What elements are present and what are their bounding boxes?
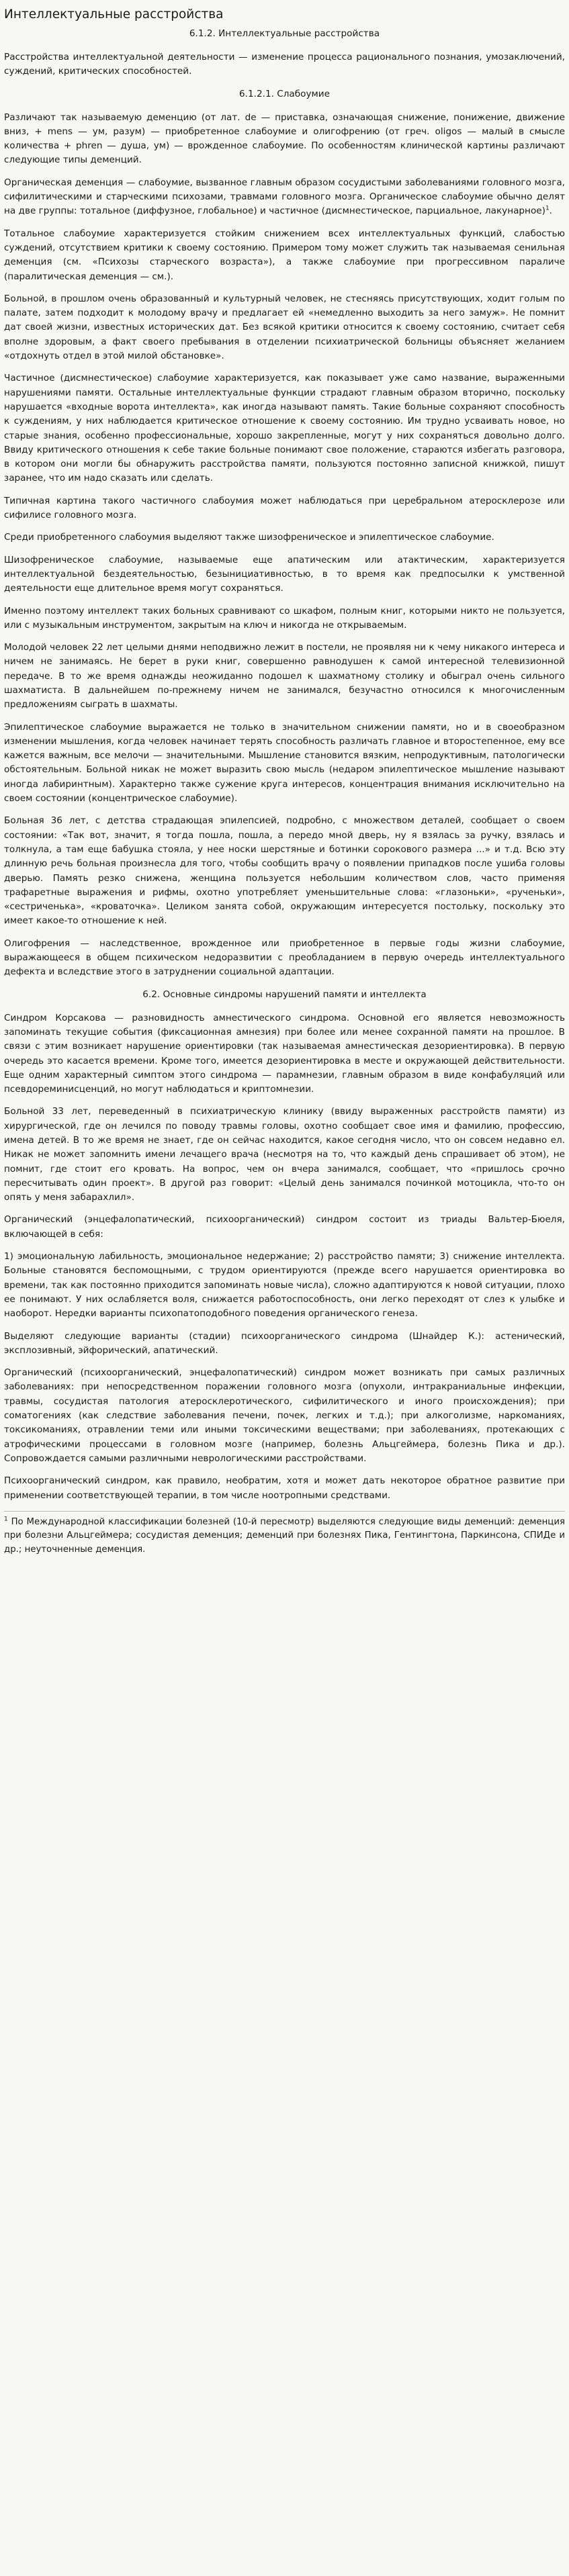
footnote-ref[interactable]: 1 [545, 205, 550, 212]
document-body [4, 27, 565, 1557]
paragraph-intro: Расстройства интеллектуальной деятельности — изменение процесса рационального познания, умозаключений, суждений, критических способностей. [4, 52, 565, 77]
paragraph-case-1: Больной, в прошлом очень образованный и культурный человек, не стесняясь присутствующих, ходит голым по палате, затем подходит к молодому врачу и предлагает ей «немедленно выходить за него замуж». Не помнит дат своей жизни, известных исторических дат. Без всякой критики относится к своему состоянию, считает себя вполне здоровым, а факт своего пребывания в отделении психиатрической больницы объясняет желанием «отдохнуть отдел в этой милой обстановке». [4, 293, 565, 362]
section-heading-memory-syndromes: 6.2. Основные синдромы нарушений памяти и интеллекта [142, 988, 427, 1000]
paragraph-partial-dementia: Частичное (дисмнестическое) слабоумие характеризуется, как показывает уже само название, выраженными нарушениями памяти. Остальные интеллектуальные функции страдают главным образом вторично, поскольку нарушается «входные ворота интеллекта», как иногда называют память. Такие больные сохраняют способность к суждениям, у них наблюдается критическое отношение к своему состоянию. Им трудно усваивать новое, но старые знания, особенно профессиональные, хорошо закрепленные, могут у них сохраняться довольно долго. Ввиду критического отношения к себе такие больные понимают свое положение, стараются избегать разговора, в котором они могли бы обнаружить расстройства памяти, пользуются постоянно записной книжкой, пишут заранее, что им надо сказать или сделать. [4, 373, 565, 484]
paragraph-comparison: Именно поэтому интеллект таких больных сравнивают со шкафом, полным книг, которыми никто не пользуется, или с музыкальным инструментом, закрытым на ключ и никогда не открываемым. [4, 605, 565, 631]
paragraph-causes: Органический (психоорганический, энцефалопатический) синдром может возникать при самых различных заболеваниях: при непосредственном поражении головного мозга (опухоли, интракраниальные инфекции, травмы, сосудистая патология атеросклеротического, сифилитического и иного происхождения); при соматогениях (как следствие заболевания печени, почек, легких и т.д.); при алкоголизме, наркоманиях, токсикоманиях, отравлении теми или иными токсическими веществами; при заболеваниях, протекающих с атрофическими процессами в головном мозге (например, болезнь Альцгеймера, болезнь Пика и др.). Сопровождается самыми различными неврологическими расстройствами. [4, 1367, 565, 1464]
paragraph-psychoorganic: Органический (энцефалопатический, психоорганический) синдром состоит из триады Вальтер-Бюеля, включающей в себя: [4, 1214, 565, 1240]
paragraph-dementia-definition: Различают так называемую деменцию (от лат. de — приставка, означающая снижение, понижение, движение вниз, + mens — ум, разум) — приобретенное слабоумие и олигофрению (от греч. oligos — малый в смысле количества + phren — душа, ум) — врожденное слабоумие. По особенностям клинической картины различают следующие типы деменций. [4, 111, 565, 166]
paragraph-triad: 1) эмоциональную лабильность, эмоциональное недержание; 2) расстройство памяти; 3) снижение интеллекта. Больные становятся беспомощными, с трудом ориентируются (прежде всего нарушается ориентировка во времени, так как постоянно приходится запоминать новые числа), сложно адаптируются к новой ситуации, плохо ее понимают. У них ослабляется воля, снижается работоспособность, они легко переходят от слез к улыбке и наоборот. Нередки варианты психопатоподобного поведения органического генеза. [4, 1251, 565, 1320]
paragraph-epileptic: Эпилептическое слабоумие выражается не только в значительном снижении памяти, но и в своеобразном изменении мышления, когда человек начинает терять способность различать главное и второстепенное, ему все кажется важным, все мелочи — значительными. Мышление становится вязким, непродуктивным, патологически обстоятельным. Больной никак не может выразить свою мысль (недаром эпилептическое мышление называют иногда лабиринтным). Характерно также сужение круга интересов, концентрация внимания исключительно на своем состоянии (концентрическое слабоумие). [4, 721, 565, 804]
paragraph-schizophrenic: Шизофреническое слабоумие, называемые еще апатическим или атактическим, характеризуется интеллектуальной бездеятельностью, безынициативностью, в то время как предпосылки к умственной деятельности еще длительное время могут сохраняться. [4, 554, 565, 594]
paragraph-oligophrenia: Олигофрения — наследственное, врожденное или приобретенное в первые годы жизни слабоумие, выражающееся в общем психическом недоразвитии с преобладанием в первую очередь интеллектуального дефекта и вследствие этого в затруднении социальной адаптации. [4, 937, 565, 978]
paragraph-organic-dementia: Органическая деменция — слабоумие, вызванное главным образом сосудистыми заболеваниями головного мозга, сифилитическими и старческими психозами, травмами головного мозга. Органическое слабоумие обычно делят на две группы: тотальное (диффузное, глобальное) и частичное (дисмнестическое, парциальное, лакунарное)$^1$. [4, 177, 565, 217]
paragraph-korsakov: Синдром Корсакова — разновидность амнестического синдрома. Основной его является невозможность запоминать текущие события (фиксационная амнезия) при более или менее сохранной памяти на прошлое. В связи с этим возникает нарушение ориентировки (так называемая амнестическая дезориентировка). В первую очередь это касается времени. Кроме того, имеется дезориентировка в месте и окружающей действительности. Еще одним характерный симптом этого синдрома — парамнезии, главным образом в виде конфабуляций или псевдореминисценций, но могут наблюдаться и криптомнезии. [4, 1012, 565, 1095]
footnote [4, 1516, 565, 1557]
footnote-number: 1 [4, 1516, 8, 1523]
footnote-text: По Международной классификации болезней (10-й пересмотр) выделяются следующие виды деменций: деменция при болезни Альцгеймера; сосудистая деменция; деменций при болезнях Пика, Гентингтона, Паркинсона, СПИДе и др.; неуточненные деменция. [4, 1516, 565, 1555]
paragraph-case-2: Молодой человек 22 лет целыми днями неподвижно лежит в постели, не проявляя ни к чему никакого интереса и ничем не занимаясь. Не берет в руки книг, совершенно равнодушен к самой интересной телевизионной передаче. В то же время однажды неожиданно подошел к шахматному столику и обыграл очень сильного шахматиста. В дальнейшем по-прежнему ничем не занимался, безучастно относился к многочисленным предложениям сыграть в шахматы. [4, 642, 565, 710]
paragraph-organic-text: Органическая деменция — слабоумие, вызванное главным образом сосудистыми заболеваниями головного мозга, сифилитическими и старческими психозами, травмами головного мозга. Органическое слабоумие обычно делят на две группы: тотальное (диффузное, глобальное) и частичное (дисмнестическое, парциальное, лакунарное) [4, 177, 565, 217]
paragraph-case-4: Больной 33 лет, переведенный в психиатрическую клинику (ввиду выраженных расстройств памяти) из хирургической, где он лечился по поводу травмы головы, охотно сообщает свое имя и фамилию, профессию, имена детей. В то же время не знает, где он сейчас находится, какое сегодня число, что он совсем недавно ел. Никак не может запомнить имени лечащего врача (несмотря на то, что каждый день спрашивает об этом), не помнит, где стоит его кровать. На вопрос, чем он вчера занимался, сообщает, что «пришлось срочно пересчитывать один проект». В другой раз говорит: «Целый день занимался починкой мотоцикла, что-то он опять у меня забарахлил». [4, 1106, 565, 1203]
paragraph-total-dementia: Тотальное слабоумие характеризуется стойким снижением всех интеллектуальных функций, слабостью суждений, отсутствием критики к своему состоянию. Примером тому может служить так называемая сенильная деменция (см. «Психозы старческого возраста»), а также слабоумие при прогрессивном параличе (паралитическая деменция — см.). [4, 228, 565, 282]
paragraph-typical-picture: Типичная картина такого частичного слабоумия может наблюдаться при церебральном атеросклерозе или сифилисе головного мозга. [4, 495, 565, 521]
paragraph-case-3: Больная 36 лет, с детства страдающая эпилепсией, подробно, с множеством деталей, сообщает о своем состоянии: «Так вот, значит, я тогда пошла, пошла, а передо мной дверь, ну я взялась за ручку, взялась и толкнула, а там еще бабушка стояла, у нее носки шерстяные и ботинки сорокового размера ...» и т.д. Всю эту длинную речь больная произнесла для того, чтобы сообщить врачу о появлении припадков после ушиба головы дверью. Память резко снижена, женщина пользуется небольшим количеством слов, часто применяя трафаретные выражения и рифмы, охотно употребляет уменьшительные слова: «глазоньки», «рученьки», «сестриченька», «кроваточка». Целиком занята собой, окружающим интересуется постольку, поскольку это имеет какое-то отношение к ней. [4, 815, 565, 927]
paragraph-acquired: Среди приобретенного слабоумия выделяют также шизофреническое и эпилептическое слабоумие. [4, 532, 494, 543]
footnote-divider [4, 1511, 565, 1512]
paragraph-stages: Выделяют следующие варианты (стадии) психоорганического синдрома (Шнайдер К.): астенический, эксплозивный, эйфорический, апатический. [4, 1330, 565, 1356]
section-heading-dementia: 6.1.2.1. Слабоумие [239, 88, 330, 99]
page-title: Интеллектуальные расстройства [4, 7, 224, 21]
section-heading-intellectual-disorders: 6.1.2. Интеллектуальные расстройства [189, 28, 380, 39]
paragraph-prognosis: Психоорганический синдром, как правило, необратим, хотя и может дать некоторое обратное развитие при применении соответствующей терапии, в том числе ноотропными средствами. [4, 1475, 565, 1501]
